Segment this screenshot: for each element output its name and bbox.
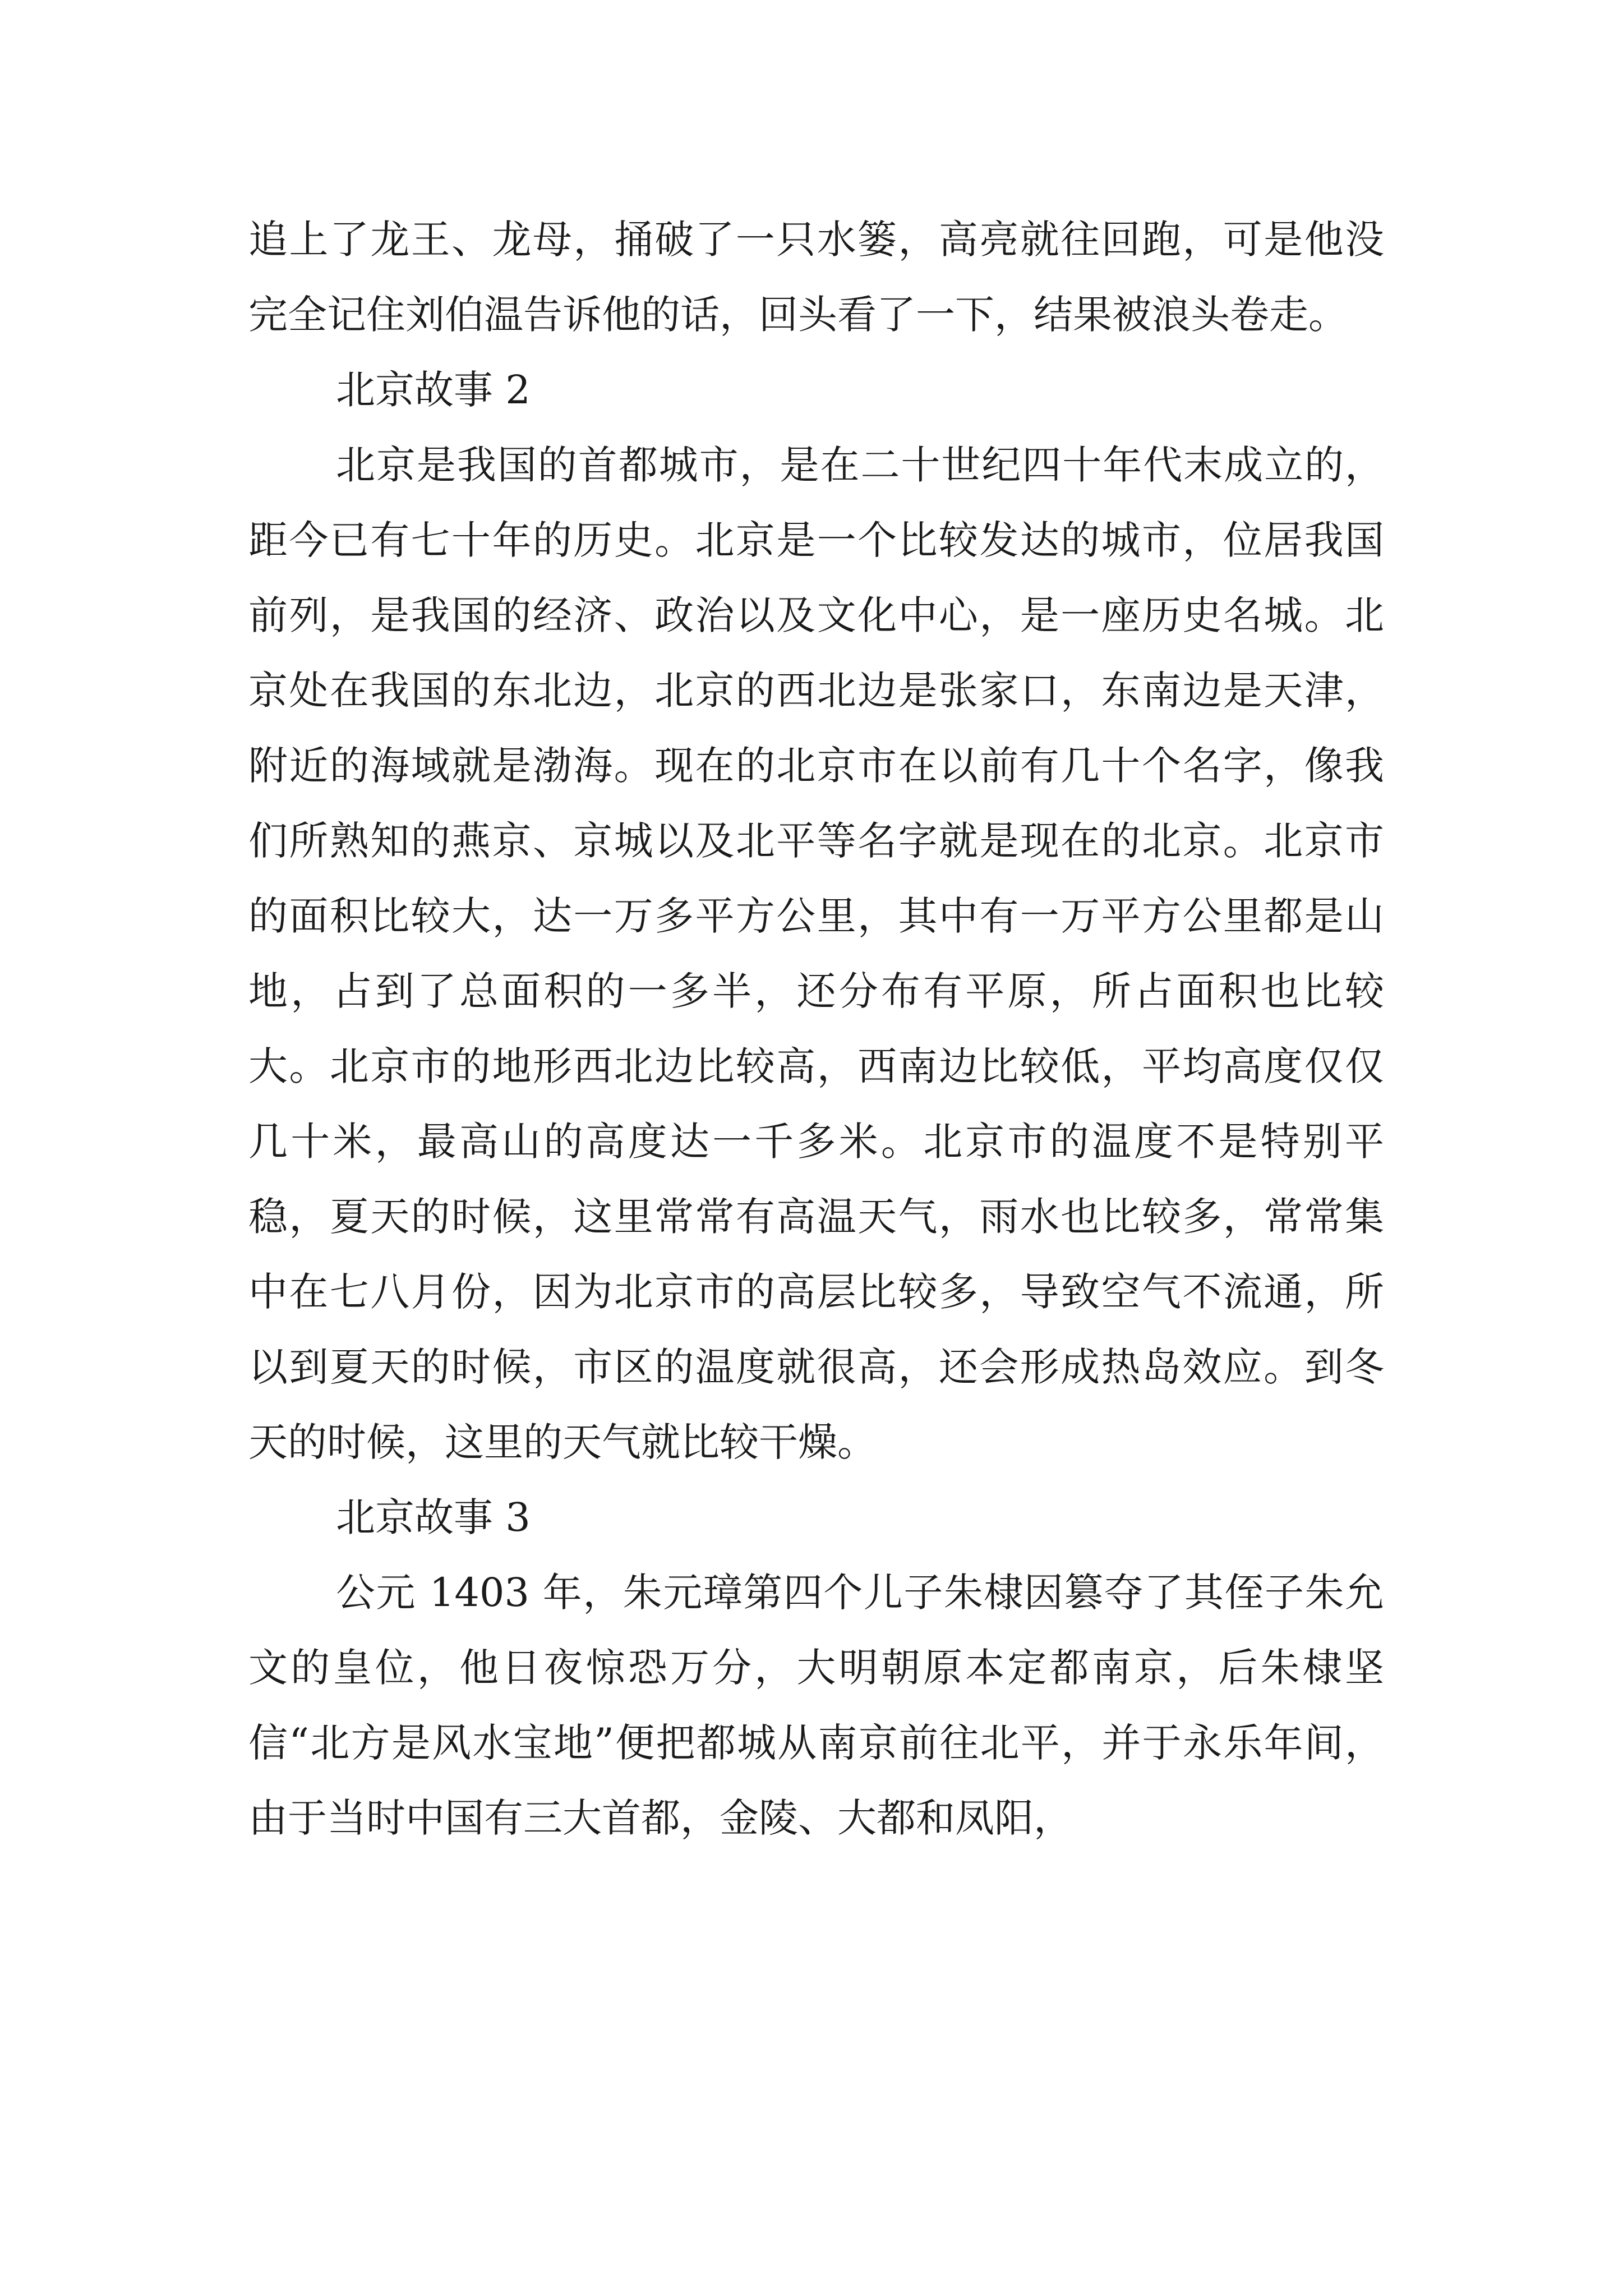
section-heading-story-2: 北京故事 2 <box>336 367 531 413</box>
paragraph-story-2: 北京是我国的首都城市，是在二十世纪四十年代末成立的，距今已有七十年的历史。北京是一个比较发达的城市，位居我国前列，是我国的经济、政治以及文化中心，是一座历史名城。北京处在我国的东北边，北京的西北边是张家口，东南边是天津，附近的海域就是渤海。现在的北京市在以前有几十个名字，像我们所熟知的燕京、京城以及北平等名字就是现在的北京。北京市的面积比较大，达一万多平方公里，其中有一万平方公里都是山地，占到了总面积的一多半，还分布有平原，所占面积也比较大。北京市的地形西北边比较高，西南边比较低，平均高度仅仅几十米，最高山的高度达一千多米。北京市的温度不是特别平稳，夏天的时候，这里常常有高温天气，雨水也比较多，常常集中在七八月份，因为北京市的高层比较多，导致空气不流通，所以到夏天的时候，市区的温度就很高，还会形成热岛效应。到冬天的时候，这里的天气就比较干燥。 <box>248 442 1384 1465</box>
document-body <box>248 202 1384 1856</box>
paragraph-continued: 追上了龙王、龙母，捅破了一只水篓，高亮就往回跑，可是他没完全记住刘伯温告诉他的话，回头看了一下，结果被浪头卷走。 <box>248 217 1384 338</box>
paragraph-story-3: 公元 1403 年，朱元璋第四个儿子朱棣因篡夺了其侄子朱允文的皇位，他日夜惊恐万分，大明朝原本定都南京，后朱棣坚信“北方是风水宝地”便把都城从南京前往北平，并于永乐年间，由于当时中国有三大首都，金陵、大都和凤阳， <box>248 1570 1384 1841</box>
section-heading-story-3: 北京故事 3 <box>336 1494 531 1540</box>
